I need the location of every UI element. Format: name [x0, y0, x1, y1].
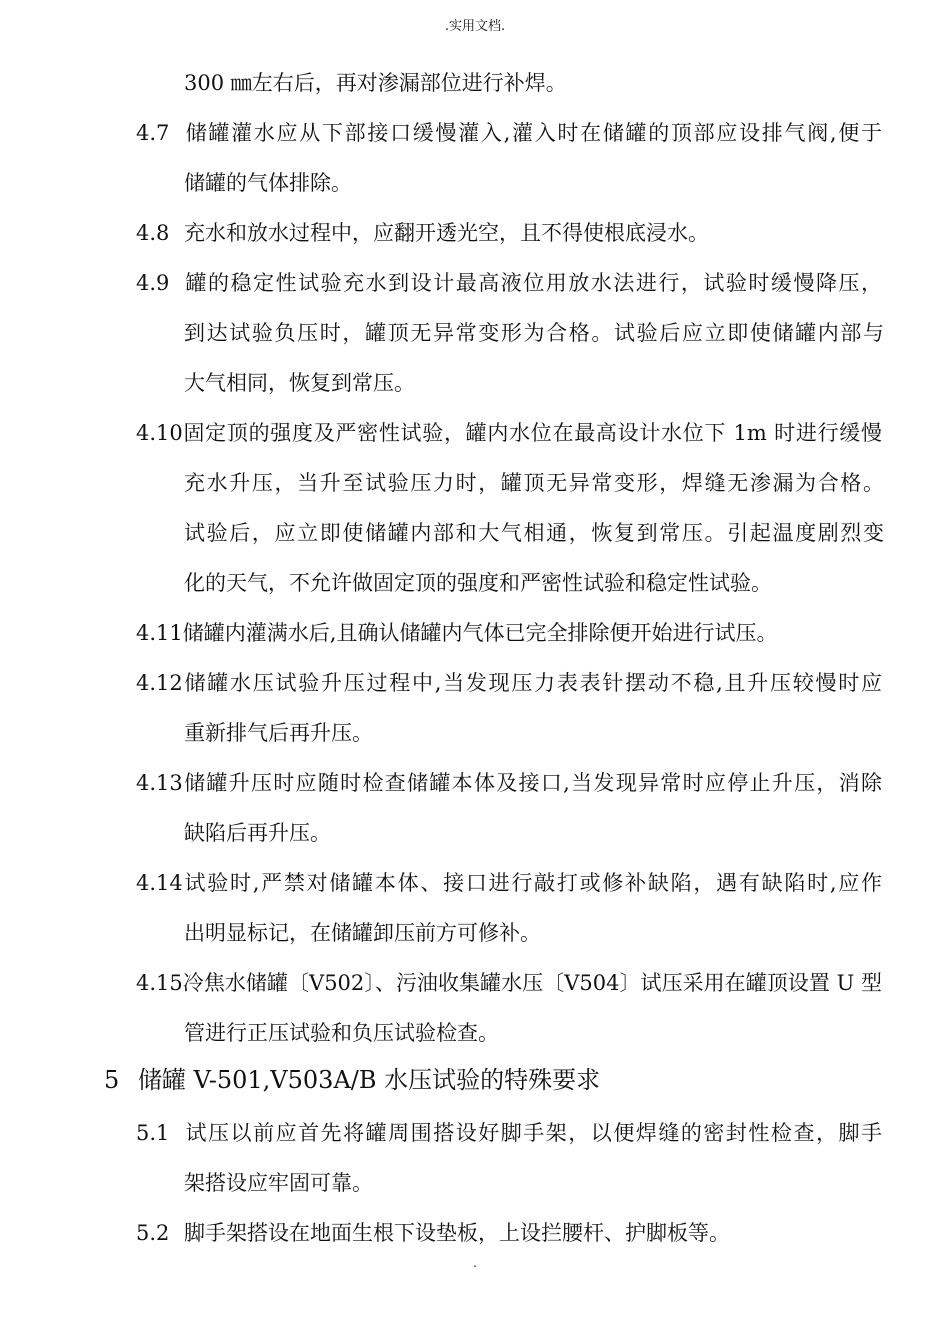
item-4-8: 4.8 充水和放水过程中，应翻开透光空，且不得使根底浸水。 — [136, 218, 882, 248]
item-number: 5.2 — [136, 1221, 170, 1245]
item-number: 5.1 — [136, 1121, 170, 1145]
item-4-9: 4.9 罐的稳定性试验充水到设计最高液位用放水法进行，试验时缓慢降压， — [136, 268, 882, 298]
item-number: 4.13 — [136, 771, 183, 795]
item-5-1: 5.1 试压以前应首先将罐周围搭设好脚手架，以便焊缝的密封性检查，脚手 — [136, 1118, 882, 1148]
text-line-22: 架搭设应牢固可靠。 — [184, 1171, 373, 1195]
item-number: 4.12 — [136, 671, 183, 695]
text-line-10: 试验后，应立即使储罐内部和大气相通，恢复到常压。引起温度剧烈变 — [184, 521, 884, 545]
item-4-15: 4.15冷焦水储罐〔V502〕、污油收集罐水压〔V504〕试压采用在罐顶设置 U 型 — [136, 968, 882, 998]
item-5-2: 5.2 脚手架搭设在地面生根下设垫板，上设拦腰杆、护脚板等。 — [136, 1218, 882, 1248]
text-line-9: 充水升压，当升至试验压力时，罐顶无异常变形，焊缝无渗漏为合格。 — [184, 471, 884, 495]
text-line-18: 出明显标记，在储罐卸压前方可修补。 — [184, 921, 541, 945]
item-4-14: 4.14试验时,严禁对储罐本体、接口进行敲打或修补缺陷，遇有缺陷时,应作 — [136, 868, 882, 898]
item-number: 4.15 — [136, 971, 183, 995]
item-number: 4.10 — [136, 421, 183, 445]
item-4-11: 4.11储罐内灌满水后,且确认储罐内气体已完全排除便开始进行试压。 — [136, 618, 882, 648]
text-line-1: 300 ㎜左右后，再对渗漏部位进行补焊。 — [184, 71, 567, 95]
item-4-10: 4.10固定顶的强度及严密性试验，罐内水位在最高设计水位下 1m 时进行缓慢 — [136, 418, 882, 448]
text-line-11: 化的天气，不允许做固定顶的强度和严密性试验和稳定性试验。 — [184, 571, 772, 595]
text-line-7: 大气相同，恢复到常压。 — [184, 371, 415, 395]
text-line-6: 到达试验负压时，罐顶无异常变形为合格。试验后应立即使储罐内部与 — [184, 321, 884, 345]
text-line-16: 缺陷后再升压。 — [184, 821, 331, 845]
section-heading-5 — [104, 1064, 704, 1096]
text-line-3: 储罐的气体排除。 — [184, 171, 352, 195]
item-number: 4.8 — [136, 221, 170, 245]
item-number: 4.9 — [136, 271, 170, 295]
item-4-12: 4.12储罐水压试验升压过程中,当发现压力表表针摆动不稳,且升压较慢时应 — [136, 668, 882, 698]
item-number: 4.7 — [136, 121, 170, 145]
section-title: 储罐 V-501,V503A/B 水压试验的特殊要求 — [138, 1066, 601, 1094]
page-header: .实用文档. — [444, 19, 506, 34]
text-line-20: 管进行正压试验和负压试验检查。 — [184, 1021, 499, 1045]
text-line-14: 重新排气后再升压。 — [184, 721, 373, 745]
section-number: 5 — [104, 1066, 120, 1094]
item-4-7: 4.7 储罐灌水应从下部接口缓慢灌入,灌入时在储罐的顶部应设排气阀,便于 — [136, 118, 882, 148]
item-number: 4.14 — [136, 871, 183, 895]
page-footer: . — [473, 1256, 477, 1270]
item-4-13: 4.13储罐升压时应随时检查储罐本体及接口,当发现异常时应停止升压，消除 — [136, 768, 882, 798]
item-number: 4.11 — [136, 621, 183, 645]
